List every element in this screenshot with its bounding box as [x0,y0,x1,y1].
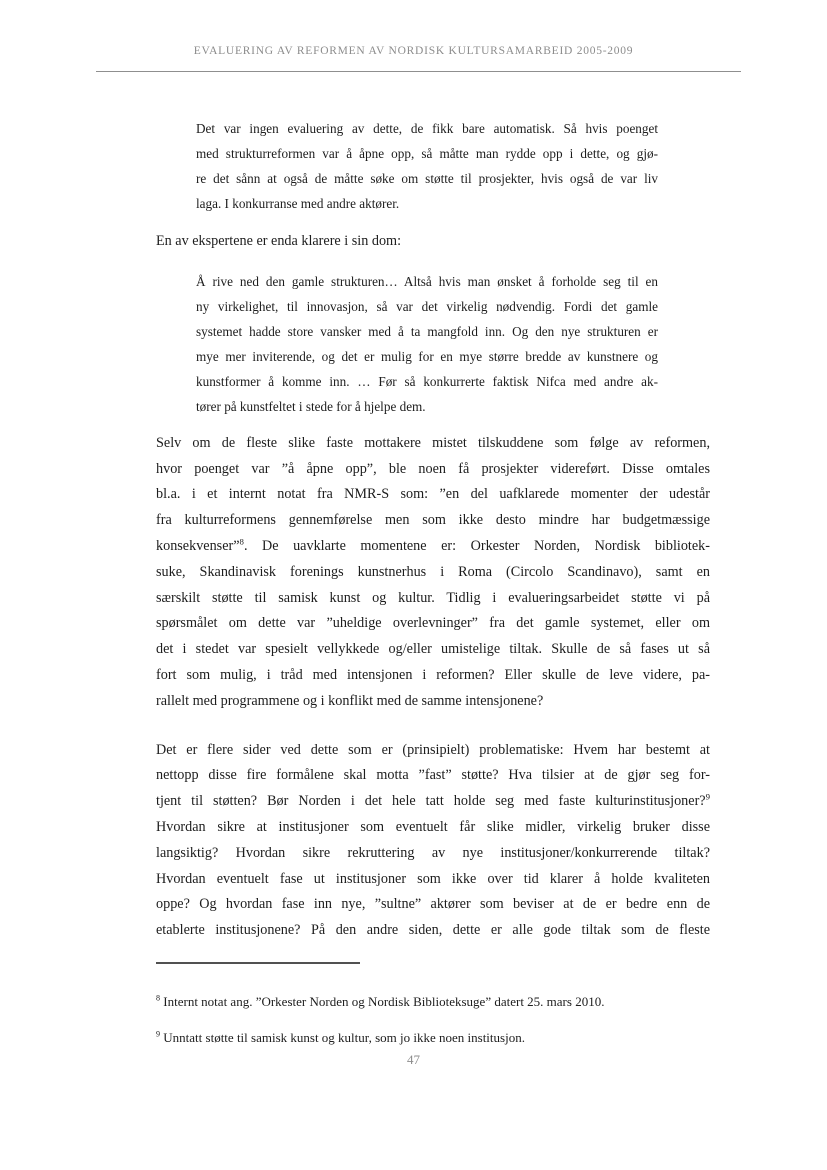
body-text [156,116,710,944]
text-line: Det er flere sider ved dette som er (prinsipielt) problematiske: Hvem har bestemt at [156,741,710,758]
text-line: rallelt med programmene og i konflikt med de samme intensjonene? [156,692,544,709]
text-line: suke, Skandinavisk forenings kunstnerhus i Roma (Circolo Scandinavo), samt en [156,563,710,580]
block-quote [196,116,658,216]
text-line: Hvordan eventuelt fase ut institusjoner som ikke over tid klarer å holde kvaliteten [156,870,710,887]
text-line: spørsmålet om dette var ”uheldige overlevninger” fra det gamle systemet, eller om [156,615,710,632]
text-line: fra kulturreformens gennemførelse men som ikke desto mindre har budgetmæssige [156,512,710,529]
header-divider [96,71,741,72]
text-line: Å rive ned den gamle strukturen… Altså hvis man ønsket å forholde seg til en [196,273,658,289]
text-line: En av ekspertene er enda klarere i sin dom: [156,233,402,249]
footnotes-section [156,962,716,1048]
paragraph [156,229,710,255]
text-line: særskilt støtte til samisk kunst og kultur. Tidlig i evalueringsarbeidet støtte vi på [156,589,710,606]
block-quote [196,269,658,419]
text-line: kunstformer å komme inn. … Før så konkurrerte faktisk Nifca med andre ak- [196,373,658,389]
running-header: EVALUERING AV REFORMEN AV NORDISK KULTURSAMARBEID 2005-2009 [193,45,634,57]
footnote: $^8$ Internt notat ang. ”Orkester Norden og Nordisk Biblioteksuge” datert 25. mars 2010. [156,993,605,1009]
text-line: ny virkelighet, til innovasjon, så var det virkelig nødvendig. Fordi det gamle [196,298,658,314]
text-line: tjent til støtten? Bør Norden i det hele tatt holde seg med faste kulturinstitusjoner?$^9$ [156,791,710,810]
text-line: bl.a. i et internt notat fra NMR-S som: ”en del uafklarede momenter der udestår [156,486,710,503]
text-line: med strukturreformen var å åpne opp, så måtte man rydde opp i dette, og gjø- [196,146,658,161]
text-line: Hvordan sikre at institusjoner som eventuelt får slike midler, virkelig bruker disse [156,818,710,835]
text-line: det i stedet var spesielt vellykkede og/eller umistelige tiltak. Skulle de så fases ut så [156,641,710,658]
text-line: Selv om de fleste slike faste mottakere mistet tilskuddene som følge av reformen, [156,434,710,451]
text-line: mye mer inviterende, og det er mulig for en mye større bredde av kunstnere og [196,348,658,364]
text-line: hvor poenget var ”å åpne opp”, ble noen få prosjekter videreført. Disse omtales [156,460,710,477]
text-line: re det sånn at også de måtte søke om støtte til prosjekter, hvis også de var liv [196,171,658,186]
page-number: 47 [407,1052,420,1067]
text-line: tører på kunstfeltet i stede for å hjelpe dem. [196,398,426,414]
text-line: laga. I konkurranse med andre aktører. [196,196,400,211]
text-line: langsiktig? Hvordan sikre rekruttering av nye institusjoner/konkurrerende tiltak? [156,844,710,861]
paragraph [156,431,710,715]
text-line: etablerte institusjonene? På den andre siden, dette er alle gode tiltak som de fleste [156,922,710,939]
footnote: $^9$ Unntatt støtte til samisk kunst og kultur, som jo ikke noen institusjon. [156,1029,525,1045]
text-line: Det var ingen evaluering av dette, de fikk bare automatisk. Så hvis poenget [196,121,658,136]
paragraph [156,738,710,944]
footnote-separator [156,962,360,964]
text-line: oppe? Og hvordan fase inn nye, ”sultne” aktører som beviser at de er bedre enn de [156,896,710,913]
text-line: konsekvenser”$^8$. De uavklarte momentene er: Orkester Norden, Nordisk bibliotek- [156,536,710,554]
text-line: systemet hadde store vansker med å ta mangfold inn. Og den nye strukturen er [196,323,658,339]
text-line: nettopp disse fire formålene skal motta ”fast” støtte? Hva tilsier at de gjør seg for- [156,767,710,784]
text-line: fort som mulig, i tråd med intensjonen i reformen? Eller skulle de leve videre, pa- [156,666,710,683]
